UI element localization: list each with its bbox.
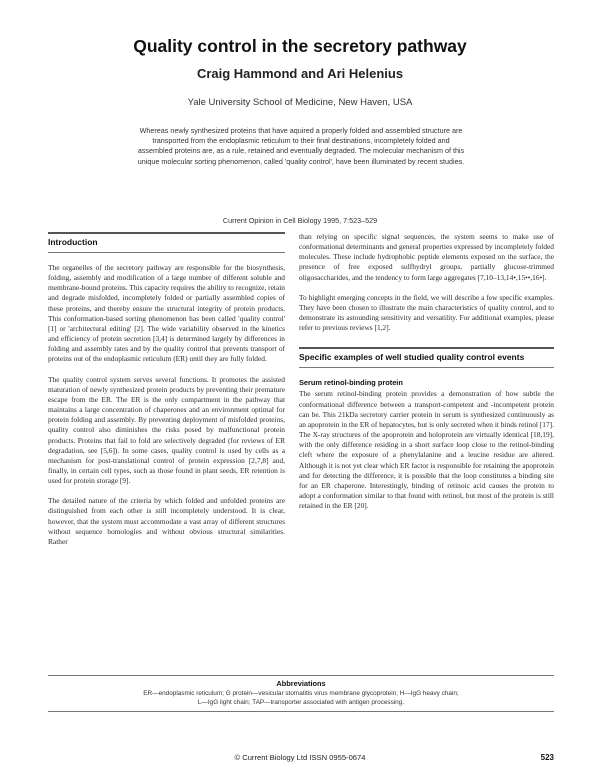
subsection-paragraph: The serum retinol-binding protein provides a demonstration of how subtle the conformational difference between a transport-competent and -incompetent protein can be. This 21kDa secretory carrier protein in serum is synthesized continuously as an apoprotein in the ER of hepatocytes, but is only secreted when it binds retinol [17]. The X-ray structures of the apoprotein and holoprotein are virtually identical [18,19], with the only difference residing in a short surface loop close to the retinol-binding cleft where the exposure of a phenylalanine and a leucine residue are altered. Although it is not yet clear which ER factor is responsible for retaining the apoprotein and for detecting the difference, it is possible that the loop constitutes a binding site for an ER chaperone. Interestingly, binding of retinoic acid causes the protein to adopt a conformation similar to that found with retinol, but most of the protein is still retained in the ER [20]. [299, 389, 554, 511]
body-paragraph: To highlight emerging concepts in the field, we will describe a few specific examples. They have been chosen to illustrate the main characteristics of quality control, and to demonstrate its astounding sensitivity and versatility. For additional examples, please refer to previous reviews [1,2]. [299, 292, 554, 333]
body-paragraph: than relying on specific signal sequences, the system seems to make use of conformational determinants and general properties expressed by incompletely folded molecules. These include hydrophobic peptide elements exposed on the surface, the presence of free exposed sulfhydryl groups, partially glucose-trimmed oligosaccharides, and the tendency to form large aggregates [7,10–13,14•,15••,16•]. [299, 232, 554, 282]
subsection-heading: Serum retinol-binding protein [299, 378, 403, 388]
left-column [48, 232, 285, 557]
intro-paragraph: The detailed nature of the criteria by which folded and unfolded proteins are distinguished from each other is still incompletely understood. It is clear, however, that the system must accommodate a vast array of different structures without sequence homologies and without obvious structural similarities. Rather [48, 496, 285, 546]
abbreviations-box [48, 675, 554, 712]
abbreviations-line: L—IgG light chain; TAP—transporter associated with antigen processing. [197, 699, 405, 706]
right-column [299, 232, 554, 521]
abbreviations-title: Abbreviations [276, 679, 326, 688]
abbreviations-line: ER—endoplasmic reticulum; G protein—vesicular stomatitis virus membrane glycoprotein; H—IgG heavy chain; [143, 690, 459, 697]
introduction-heading: Introduction [48, 232, 285, 253]
article-authors: Craig Hammond and Ari Helenius [196, 66, 404, 81]
journal-citation: Current Opinion in Cell Biology 1995, 7:523–529 [222, 216, 378, 225]
publisher-line: © Current Biology Ltd ISSN 0955-0674 [234, 753, 366, 762]
article-title: Quality control in the secretory pathway [133, 36, 467, 56]
intro-paragraph: The organelles of the secretory pathway are responsible for the biosynthesis, folding, assembly and modification of a large number of different soluble and membrane-bound proteins. This capacity requires the ability to recognize, retain and degrade misfolded, incompletely folded or partially assembled copies of these proteins, and thereby ensure the structural integrity of protein products. This conformation-based sorting phenomenon has been called 'quality control' [1] or 'architectural editing' [2]. The wide variability observed in the kinetics and efficiency of protein secretion [3,4] is determined largely by differences in folding and assembly rates and by the quality control that prevents transport of proteins out of the endoplasmic reticulum (ER) until they are fully folded. [48, 263, 285, 364]
intro-paragraph: The quality control system serves several functions. It promotes the assisted maturation of newly synthesized protein products by preventing their premature escape from the ER. The ER is the only compartment in the pathway that maintains a large concentration of chaperones and an environment optimal for protein folding and assembly. By preventing deployment of misfolded proteins, quality control also diminishes the risks posed by malfunctional protein products. Proteins that fail to fold are selectively degraded (for reviews of ER degradation, see [5,6]). In some cases, quality control is used by cells as a mechanism for post-translational control of protein expression [2,7,8] and, finally, in certain cell types, such as those found in plant seeds, ER retention is used for protein storage [9]. [48, 374, 285, 486]
author-affiliation: Yale University School of Medicine, New Haven, USA [187, 97, 413, 108]
section-heading: Specific examples of well studied quality control events [299, 347, 554, 368]
page-number: 523 [540, 753, 554, 762]
article-abstract: Whereas newly synthesized proteins that have aquired a properly folded and assembled structure are transported from the endoplasmic reticulum to their final destinations, incompletely folded and assembled proteins are, as a rule, retained and eventually degraded. The molecular mechanism of this unique molecular sorting phenomenon, called 'quality control', have been illuminated by recent studies. [137, 126, 465, 166]
